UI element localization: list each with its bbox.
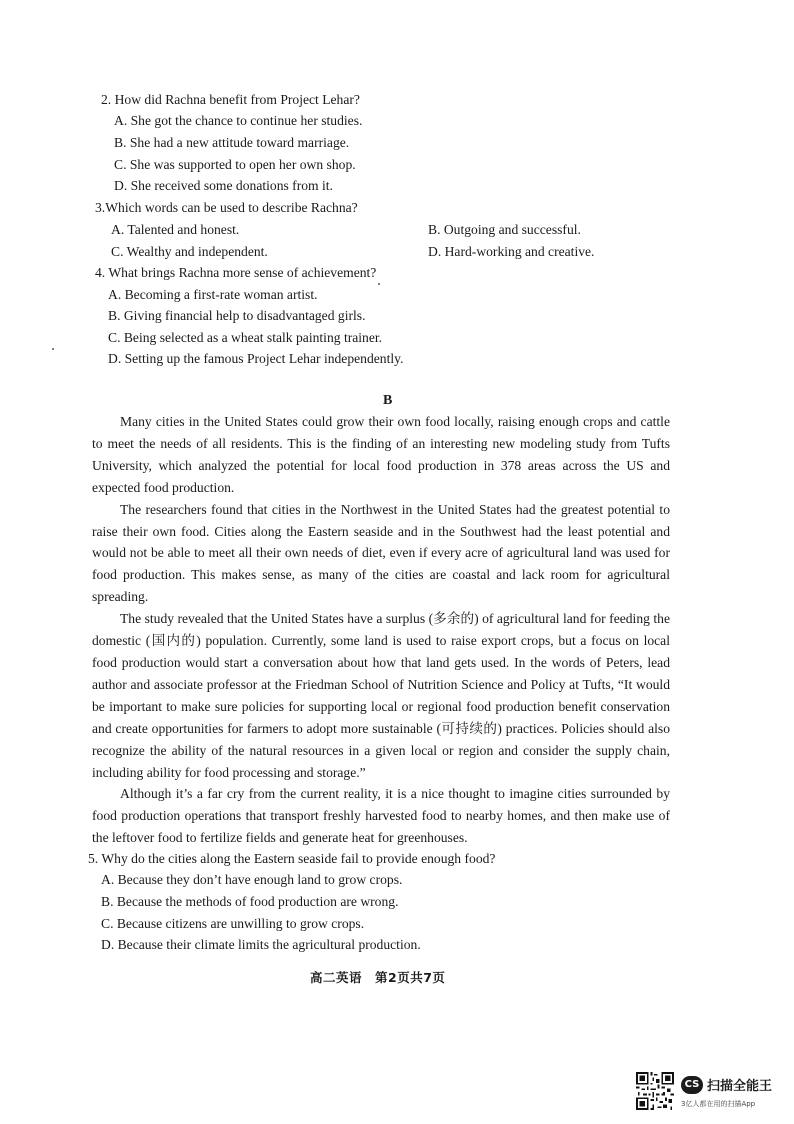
page-footer: 高二英语 第2页共7页 bbox=[310, 970, 446, 985]
q3-option-a: A. Talented and honest. bbox=[111, 222, 240, 237]
q5-stem: 5. Why do the cities along the Eastern seaside fail to provide enough food? bbox=[88, 851, 496, 866]
scanner-tagline: 3亿人都在用的扫描App bbox=[681, 1100, 756, 1108]
q4-option-a: A. Becoming a first-rate woman artist. bbox=[108, 287, 318, 302]
passage-paragraph-1: Many cities in the United States could grow their own food locally, raising enough crops and cattle to meet the needs of all residents. This is the finding of an interesting new modeling study from Tufts University, which analyzed the potential for local food production in 378 areas across the US and expected food production. bbox=[92, 414, 670, 495]
passage-body bbox=[92, 411, 670, 849]
passage-paragraph-2: The researchers found that cities in the Northwest in the United States had the greatest potential to raise their own food. Cities along the Eastern seaside and in the Southwest had the least potential and would not be able to meet all their own needs of diet, even if every acre of agricultural land was used for food production. This makes sense, as many of the cities are coastal and lack room for agricultural spreading. bbox=[92, 501, 670, 605]
scanner-app-name: 扫描全能王 bbox=[707, 1079, 773, 1094]
q4-option-c: C. Being selected as a wheat stalk painting trainer. bbox=[108, 330, 383, 345]
scan-speck bbox=[52, 348, 54, 350]
q3-option-b: B. Outgoing and successful. bbox=[428, 222, 581, 237]
q3-option-d: D. Hard-working and creative. bbox=[428, 244, 595, 259]
q5-option-c: C. Because citizens are unwilling to grow crops. bbox=[101, 916, 365, 931]
q5-option-b: B. Because the methods of food production are wrong. bbox=[101, 894, 399, 909]
q2-option-d: D. She received some donations from it. bbox=[114, 178, 333, 193]
camscanner-badge: CS bbox=[681, 1076, 703, 1094]
passage-paragraph-4: Although it’s a far cry from the current reality, it is a nice thought to imagine cities surrounded by food production operations that transport freshly harvested food to nearby homes, and then make use of the leftover food to fertilize fields and generate heat for greenhouses. bbox=[92, 786, 670, 846]
q2-option-a: A. She got the chance to continue her studies. bbox=[114, 113, 363, 128]
q4-option-d: D. Setting up the famous Project Lehar independently. bbox=[108, 351, 404, 366]
q3-option-c: C. Wealthy and independent. bbox=[111, 244, 268, 259]
section-heading: B bbox=[383, 393, 393, 408]
q2-stem: 2. How did Rachna benefit from Project Lehar? bbox=[101, 92, 360, 107]
q4-option-b: B. Giving financial help to disadvantaged girls. bbox=[108, 308, 366, 323]
passage-paragraph-3: The study revealed that the United States have a surplus (多余的) of agricultural land for feeding the domestic (国内的) population. Currently, some land is used to raise export crops, but a focus on local food production would start a conversation about how that land gets used. In the words of Peters, lead author and associate professor at the Friedman School of Nutrition Science and Policy at Tufts, “It would be important to make sure policies for supporting local or regional food production benefit conservation and create opportunities for farmers to adopt more sustainable (可持续的) practices. Policies should also recognize the ability of the natural resources in a given local or region and consider the supply chain, including ability for food processing and storage.” bbox=[92, 611, 670, 780]
scanner-watermark bbox=[636, 1072, 786, 1112]
qr-code-icon bbox=[636, 1072, 674, 1110]
q4-stem: 4. What brings Rachna more sense of achievement? bbox=[95, 265, 377, 280]
scan-speck bbox=[378, 283, 380, 285]
q2-option-c: C. She was supported to open her own shop. bbox=[114, 157, 356, 172]
q5-option-d: D. Because their climate limits the agricultural production. bbox=[101, 937, 421, 952]
q2-option-b: B. She had a new attitude toward marriage. bbox=[114, 135, 350, 150]
q3-stem: 3.Which words can be used to describe Rachna? bbox=[95, 200, 358, 215]
q5-option-a: A. Because they don’t have enough land to grow crops. bbox=[101, 872, 403, 887]
